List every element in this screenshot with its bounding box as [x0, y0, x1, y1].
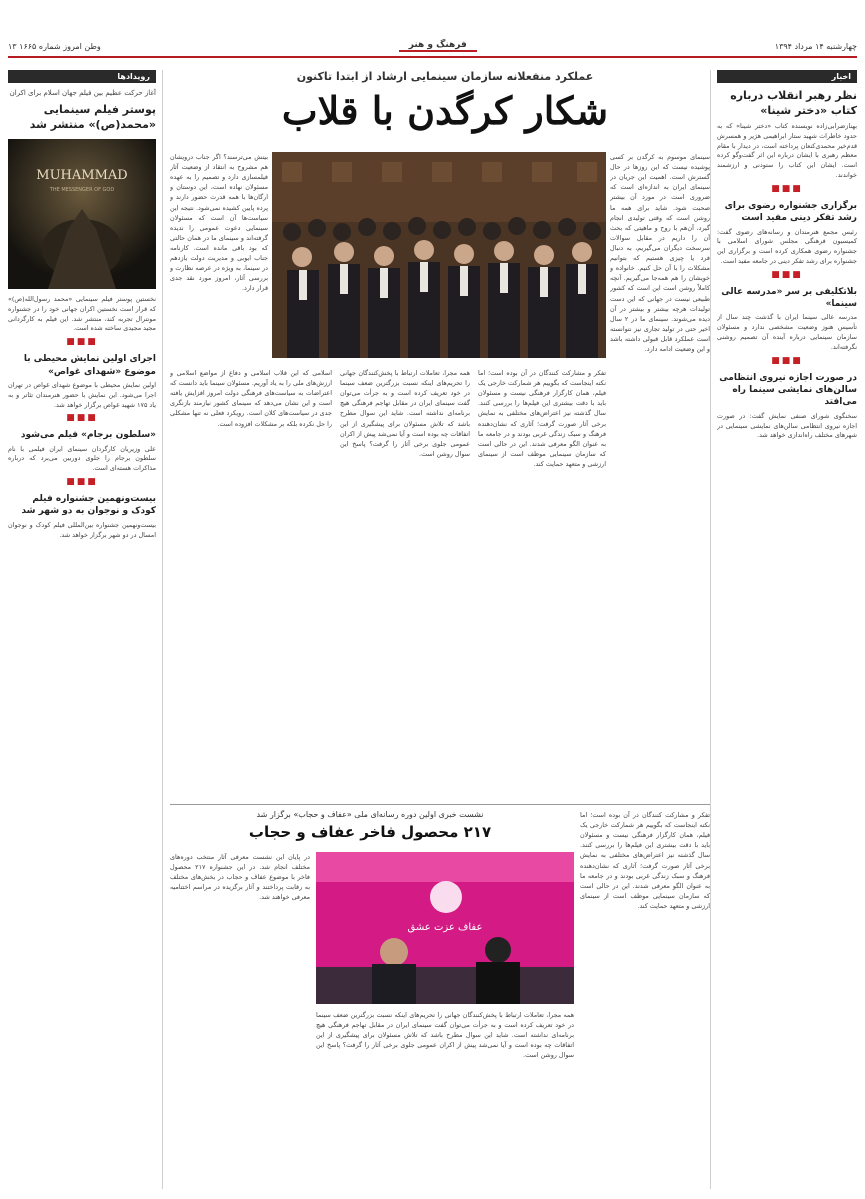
top-rule [8, 56, 857, 58]
events-column-label: رویدادها [8, 70, 156, 83]
article-column-continued: تفکر و مشارکت کنندگان در آن بوده است؛ اما نکته اینجاست که بگوییم هر شمارکت خارجی یک فیلم، همان کارگزار فرهنگی نیست و مسئولان باید با دقت بیشتری این فیلم‌ها را بررسی کنند. سال گذشته نیز اعتراض‌های مختلفی به نمایش برخی آثار صورت گرفت؛ آثاری که نشان‌دهنده فرهنگ و سبک زندگی غربی بودند و در جامعه ما به عنوان الگو معرفی شدند. این در حالی است که سازمان سینمایی موظف است از سینمای ارزشی و متعهد حمایت کند. [580, 811, 710, 910]
event-title-2: اجرای اولین نمایش محیطی با موضوع «شهدای غواص» [23, 354, 156, 377]
event-text-3: علی وزیریان کارگردان سینمای ایران فیلمی با نام سلطون برجام را جلوی دوربین می‌برد که درباره مذاکرات هسته‌ای است. [8, 444, 156, 473]
news-column-label: اخبار [717, 70, 857, 83]
brief-title-2: برگزاری جشنواره رضوی برای رشد تفکر دینی مفید است [724, 201, 857, 224]
movie-poster [8, 139, 156, 289]
divider-dots: ■■■ [771, 356, 803, 367]
divider-dots: ■■■ [66, 337, 98, 348]
event-kicker: آغاز حرکت عظیم بین فیلم جهان اسلام برای اکران [9, 89, 156, 97]
brief-text-3: مدرسه عالی سینما ایران با گذشت چند سال از تأسیس هنوز وضعیت مشخصی ندارد و مسئولان سازمان سینمایی درباره آینده آن تصمیم روشنی نگرفته‌اند. [717, 313, 857, 352]
second-story-text-continued: همه مجرا، تعاملات ارتباط با پخش‌کنندگان جهانی را تحریم‌های اینکه نسبت بزرگترین ضعف سینما در خود تعریف کرده است و به جرأت می‌توان گفت سینمای ایران در مقابل تهاجم فرهنگی هیچ برنامه‌ای نداشته است. شاید این سوال مطرح باشد که تلاش مسئولان برای پیشگیری از این اتفاقات چه بوده است و آیا نمی‌شد پیش از اکران عمومی جلوی برخی آثار را گرفت؟ پاسخ این سوال روشن است. [316, 1011, 574, 1060]
masthead-date: چهارشنبه ۱۴ مرداد ۱۳۹۴ [774, 41, 857, 51]
article-column-2: بینش می‌ترسند؟ اگر جناب درویشان هم مشروح به انتقاد از وضعیت آثار فیلمسازی دارد و تصمیم را به عهده مسئولان نهاده است، این دوستان و ارگان‌ها با همه قدرت حضور دارند و پرده پایین کشیده نمی‌شود. نتیجه این سیاست‌ها آن است که مسئولان سینمایی دعوت عمومی را ندیده گرفته‌اند و سینمای ما در همان حالتی که بود باقی مانده است. کارنامه جناب ایوبی و مدیریت دولت یازدهم در سینما، به ویژه در عرصه نظارت و بررسی آثار، امروز مورد نقد جدی قرار دارد. [170, 153, 268, 293]
article-column-1: سینمای موسوم به کرگدن بر کسی پوشیده نیست که این روزها در حال گسترش است. اهمیت این جریان در سینمای ایران به اندازه‌ای است که ضروری است در مورد آن بیشتر صحبت شود. شاید برای همه ما روشن است که وقتی تولیدی انجام گیرد، آن‌هم با روح و ماهیتی که بحث آن را داریم در مقابل سوالات سرسخت دیگران می‌گیریم، به دنبال فرد یا چیزی هستیم که بتوانیم مشکلات را با آن حل کنیم. خانواده و خویشان را هم همه‌جا می‌گیریم. آنچه کاملاً روشن است این است که کشور طبیعی نیست در جهانی که این دست تولیدات هرچه بیشتر و بیشتر در آن دیده می‌شوند. سینمای ما در ۲ سال اخیر حتی در تولید تجاری نیز نتوانسته است عملکرد قابل قبولی داشته باشد و این وضعیت ادامه دارد. [610, 153, 710, 354]
events-column [8, 70, 156, 1189]
event-text-2: اولین نمایش محیطی با موضوع شهدای غواص در تهران اجرا می‌شود. این نمایش با حضور هنرمندان تئاتر و به یاد ۱۷۵ شهید غواص برگزار خواهد شد. [8, 380, 156, 409]
main-kicker: عملکرد منفعلانه سازمان سینمایی ارشاد از ابتدا تاکنون [296, 70, 594, 83]
article-column-3: تفکر و مشارکت کنندگان در آن بوده است؛ اما نکته اینجاست که بگوییم هر شمارکت خارجی یک فیلم، همان کارگزار فرهنگی نیست و مسئولان باید با دقت بیشتری این فیلم‌ها را بررسی کنند. سال گذشته نیز اعتراض‌های مختلفی به نمایش برخی آثار صورت گرفت؛ آثاری که نشان‌دهنده فرهنگ و سبک زندگی غربی بودند و در جامعه ما به عنوان الگو معرفی شدند. این در حالی است که سازمان سینمایی موظف است از سینمای ارزشی و متعهد حمایت کند. [478, 369, 606, 468]
main-headline: شکار کرگدن با قلاب [281, 88, 609, 133]
second-story-kicker: نشست خبری اولین دوره رسانه‌ای ملی «عفاف و حجاب» برگزار شد [256, 810, 484, 819]
masthead [8, 38, 857, 54]
second-story-title: ۲۱۷ محصول فاخر عفاف و حجاب [248, 823, 492, 841]
event-title-3: «سلطون برجام» فیلم می‌شود [20, 430, 156, 441]
column-divider [162, 70, 163, 1189]
second-story-photo [316, 852, 574, 1004]
second-story-header [170, 810, 570, 845]
brief-title-3: بلاتکلیفی بر سر «مدرسه عالی سینما» [721, 287, 857, 310]
event-title-1: پوستر فیلم سینمایی «محمد(ص)» منتشر شد [29, 103, 156, 131]
brief-title-4: در صورت اجازه نیروی انتظامی سالن‌های نمایشی سینما راه می‌افتد [719, 373, 857, 408]
event-text-1: نخستین پوستر فیلم سینمایی «محمد رسول‌الله(ص)» که قرار است نخستین اکران جهانی خود را در جشنواره مونترال تجربه کند، منتشر شد. این فیلم به کارگردانی مجید مجیدی ساخته شده است. [8, 294, 156, 333]
event-title-4: بیست‌و‌نهمین جشنواره فیلم کودک و نوجوان به دو شهر شد [21, 494, 156, 517]
divider-dots: ■■■ [771, 270, 803, 281]
event-text-4: بیست‌و‌نهمین جشنواره بین‌المللی فیلم کودک و نوجوان امسال در دو شهر برگزار خواهد شد. [8, 520, 156, 539]
poster-subtitle: THE MESSENGER OF GOD [49, 186, 115, 193]
story-separator [170, 804, 710, 805]
second-story-text: در پایان این نشست معرفی آثار منتخب دوره‌های مختلف انجام شد. در این جشنواره ۲۱۷ محصول فاخر با موضوع عفاف و حجاب در بخش‌های مختلف به رقابت پرداختند و آثار برگزیده در مراسم اختتامیه معرفی خواهند شد. [170, 853, 310, 902]
divider-dots: ■■■ [66, 413, 98, 424]
article-column-5: اسلامی که این قلاب اسلامی و دفاع از مواضع اسلامی و ارزش‌های ملی را به یاد آوریم. مسئولان سینما باید دانست که اعتراضات به سیاست‌های فرهنگی دولت امروز افزایش یافته است و این نشان می‌دهد که سینمای کشور نیازمند بازنگری جدی در سیاست‌های کلان است. رویکرد فعلی نه تنها مشکلی را حل نکرده بلکه بر مشکلات افزوده است. [170, 369, 332, 428]
divider-dots: ■■■ [771, 184, 803, 195]
news-column [717, 70, 857, 1189]
photo-caption: عفاف عزت عشق [407, 922, 483, 933]
brief-title-1: نظر رهبر انقلاب درباره کتاب «دختر شینا» [730, 89, 857, 117]
article-column-4: همه مجرا، تعاملات ارتباط با پخش‌کنندگان جهانی را تحریم‌های اینکه نسبت بزرگترین ضعف سینما در خود تعریف کرده است و به جرأت می‌توان گفت سینمای ایران در مقابل تهاجم فرهنگی هیچ برنامه‌ای نداشته است. شاید این سوال مطرح باشد که تلاش مسئولان برای پیشگیری از این اتفاقات چه بوده است و آیا نمی‌شد پیش از اکران عمومی جلوی برخی آثار را گرفت؟ پاسخ این سوال روشن است. [340, 369, 470, 458]
brief-text-2: رئیس مجمع هنرمندان و رسانه‌های رضوی گفت: کمیسیون فرهنگی مجلس شورای اسلامی با جشنواره رضوی همکاری کرده است و برگزاری این جشنواره برای رشد تفکر دینی در جامعه مفید است. [717, 227, 857, 266]
column-divider [710, 70, 711, 1189]
masthead-issue: وطن امروز شماره ۱۶۶۵ ۱۳ [8, 41, 101, 51]
masthead-section: فرهنگ و هنر [399, 40, 477, 52]
main-photo [272, 152, 606, 358]
divider-dots: ■■■ [66, 477, 98, 488]
brief-text-4: سخنگوی شورای صنفی نمایش گفت: در صورت اجازه نیروی انتظامی سالن‌های نمایشی سینمایی در شهرهای مختلف راه‌اندازی خواهد شد. [717, 411, 857, 440]
poster-title: MUHAMMAD [36, 167, 128, 183]
brief-text-1: بهنازضرابی‌زاده نویسنده کتاب «دختر شینا» که به حدود خاطرات شهید ستار ابراهیمی هژیر و همسرش قدم‌خیر محمدی‌کنعان پرداخته است، در دیدار با مقام معظم رهبری با ایشان درباره این اثر گفت‌وگو کرده است. ایشان این کتاب را ستودنی و ارزشمند خواندند. [717, 121, 857, 180]
